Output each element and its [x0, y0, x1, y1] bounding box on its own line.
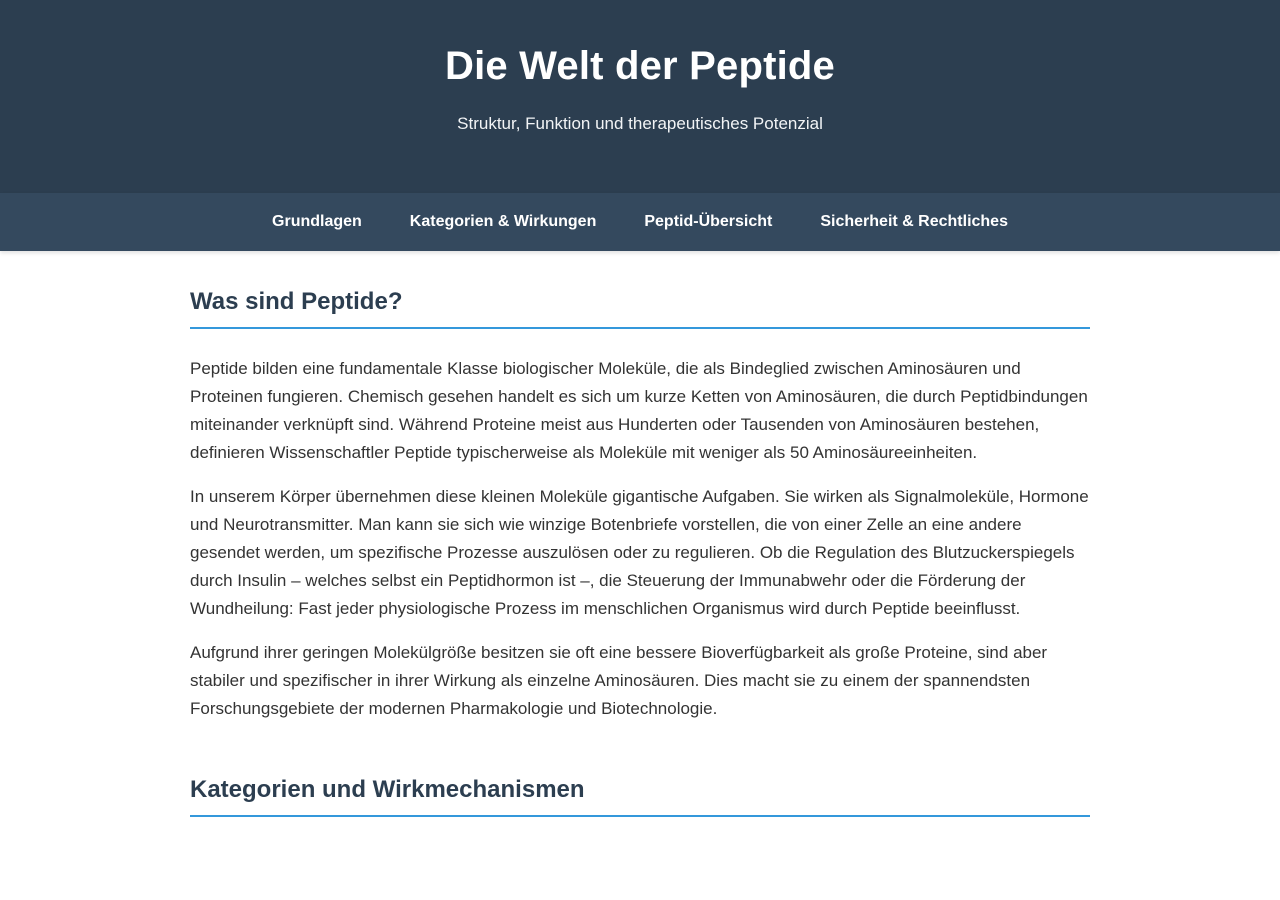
page-subtitle: Struktur, Funktion und therapeutisches Potenzial [457, 114, 823, 133]
section-kategorien-wirkmechanismen [190, 775, 1090, 817]
main-navigation [0, 193, 1280, 251]
nav-item-kategorien-wirkungen[interactable]: Kategorien & Wirkungen [409, 213, 597, 230]
main-content [190, 251, 1090, 817]
page-title: Die Welt der Peptide [444, 44, 835, 88]
nav-item-grundlagen[interactable]: Grundlagen [272, 213, 362, 230]
paragraph: Peptide bilden eine fundamentale Klasse biologischer Moleküle, die als Bindeglied zwischen Aminosäuren und Proteinen fungieren. Chemisch gesehen handelt es sich um kurze Ketten von Aminosäuren, die durch Peptidbindungen miteinander verknüpft sind. Während Proteine meist aus Hunderten oder Tausenden von Aminosäuren bestehen, definieren Wissenschaftler Peptide typischerweise als Moleküle mit weniger als 50 Aminosäureeinheiten. [190, 359, 1088, 462]
paragraph: Aufgrund ihrer geringen Molekülgröße besitzen sie oft eine bessere Bioverfügbarkeit als große Proteine, sind aber stabiler und spezifischer in ihrer Wirkung als einzelne Aminosäuren. Dies macht sie zu einem der spannendsten Forschungsgebiete der modernen Pharmakologie und Biotechnologie. [190, 643, 1048, 718]
section-heading: Kategorien und Wirkmechanismen [190, 775, 1090, 817]
section-heading: Was sind Peptide? [190, 287, 1090, 329]
site-header [0, 0, 1280, 193]
paragraph: In unserem Körper übernehmen diese kleinen Moleküle gigantische Aufgaben. Sie wirken als Signalmoleküle, Hormone und Neurotransmitter. Man kann sie sich wie winzige Botenbriefe vorstellen, die von einer Zelle an eine andere gesendet werden, um spezifische Prozesse auszulösen oder zu regulieren. Ob die Regulation des Blutzuckerspiegels durch Insulin – welches selbst ein Peptidhormon ist –, die Steuerung der Immunabwehr oder die Förderung der Wundheilung: Fast jeder physiologische Prozess im menschlichen Organismus wird durch Peptide beeinflusst. [190, 487, 1089, 618]
nav-item-sicherheit-rechtliches[interactable]: Sicherheit & Rechtliches [820, 213, 1008, 230]
section-was-sind-peptide [190, 287, 1090, 723]
nav-item-peptid-uebersicht[interactable]: Peptid-Übersicht [644, 213, 773, 230]
